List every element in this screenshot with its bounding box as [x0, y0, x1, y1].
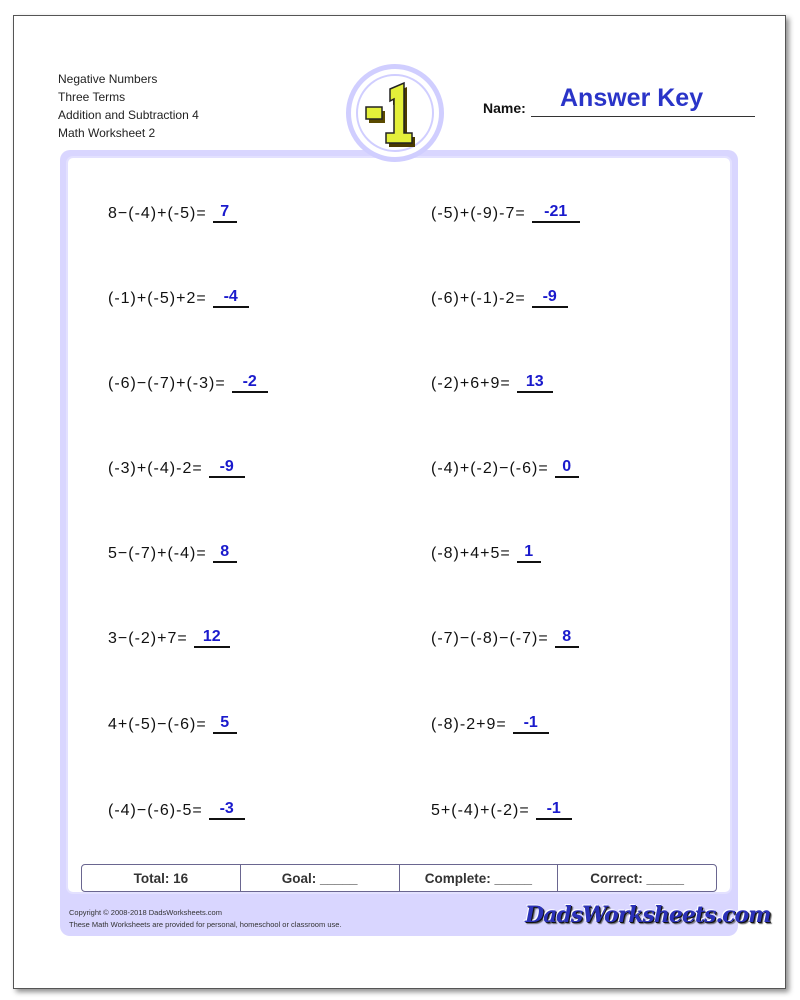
name-label: Name:	[483, 100, 526, 116]
problems-area	[66, 156, 732, 894]
problem-expression: 5−(-7)+(-4)=	[108, 545, 207, 562]
problem-answer: -1	[536, 800, 572, 820]
score-goal: Goal: _____	[241, 865, 400, 891]
problem-expression: 4+(-5)−(-6)=	[108, 716, 207, 733]
problem-answer: 8	[213, 543, 237, 563]
problem-expression: (-7)−(-8)−(-7)=	[431, 630, 549, 647]
problem-expression: (-8)-2+9=	[431, 716, 507, 733]
problem-left-6	[108, 628, 230, 648]
problem-left-5	[108, 543, 237, 563]
problem-answer: 8	[555, 628, 579, 648]
problem-answer: -2	[232, 373, 268, 393]
problem-answer: -21	[532, 203, 580, 223]
problem-right-8	[431, 800, 572, 820]
problem-right-2	[431, 288, 568, 308]
problem-expression: 5+(-4)+(-2)=	[431, 802, 530, 819]
problem-left-4	[108, 458, 245, 478]
problem-expression: (-3)+(-4)-2=	[108, 460, 203, 477]
score-complete: Complete: _____	[400, 865, 559, 891]
problem-right-4	[431, 458, 579, 478]
negative-one-logo-icon	[363, 79, 427, 149]
problem-answer: -4	[213, 288, 249, 308]
problem-left-8	[108, 800, 245, 820]
problem-expression: (-4)+(-2)−(-6)=	[431, 460, 549, 477]
title-line-terms: Three Terms	[58, 90, 126, 104]
negative-one-logo	[346, 64, 444, 162]
problem-answer: 0	[555, 458, 579, 478]
worksheet-title-block	[58, 70, 199, 142]
score-box	[81, 864, 717, 892]
problem-answer: 7	[213, 203, 237, 223]
title-line-operation: Addition and Subtraction 4	[58, 108, 199, 122]
problem-answer: -9	[209, 458, 245, 478]
problem-expression: (-6)−(-7)+(-3)=	[108, 375, 226, 392]
problem-answer: -1	[513, 714, 549, 734]
score-total: Total: 16	[82, 865, 241, 891]
problem-expression: (-4)−(-6)-5=	[108, 802, 203, 819]
problem-expression: (-5)+(-9)-7=	[431, 205, 526, 222]
problem-right-5	[431, 543, 541, 563]
title-line-topic: Negative Numbers	[58, 72, 158, 86]
problem-answer: 13	[517, 373, 553, 393]
name-field-answer-key: Answer Key	[560, 84, 704, 112]
problem-right-6	[431, 628, 579, 648]
problem-right-7	[431, 714, 549, 734]
problem-right-3	[431, 373, 553, 393]
problem-expression: 8−(-4)+(-5)=	[108, 205, 207, 222]
problem-expression: 3−(-2)+7=	[108, 630, 188, 647]
usage-text: These Math Worksheets are provided for personal, homeschool or classroom use.	[69, 920, 342, 929]
problem-answer: 12	[194, 628, 230, 648]
problem-left-7	[108, 714, 237, 734]
problem-expression: (-6)+(-1)-2=	[431, 290, 526, 307]
problem-right-1	[431, 203, 580, 223]
dadsworksheets-brand-logo: DadsWorksheets.com	[525, 902, 771, 928]
copyright-text: Copyright © 2008-2018 DadsWorksheets.com	[69, 908, 222, 917]
problem-left-3	[108, 373, 268, 393]
problem-expression: (-8)+4+5=	[431, 545, 511, 562]
copyright-block	[69, 907, 342, 931]
problem-expression: (-1)+(-5)+2=	[108, 290, 207, 307]
name-line	[531, 116, 755, 117]
problem-left-2	[108, 288, 249, 308]
problem-answer: -3	[209, 800, 245, 820]
score-correct: Correct: _____	[590, 870, 685, 886]
problem-answer: 5	[213, 714, 237, 734]
title-line-worksheet: Math Worksheet 2	[58, 126, 156, 140]
problem-answer: -9	[532, 288, 568, 308]
problem-left-1	[108, 203, 237, 223]
problem-expression: (-2)+6+9=	[431, 375, 511, 392]
problem-answer: 1	[517, 543, 541, 563]
